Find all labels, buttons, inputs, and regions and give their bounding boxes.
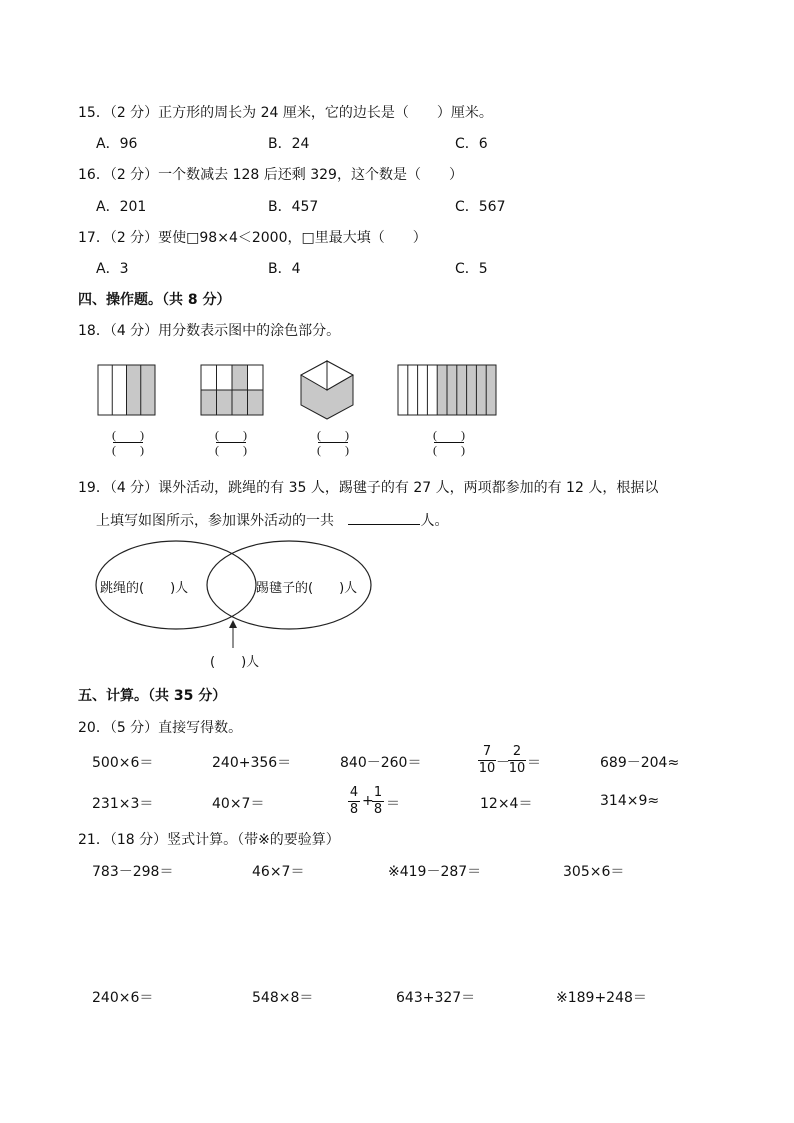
denominator: 8	[349, 802, 359, 817]
question-17-option-c: C．5	[455, 261, 488, 277]
question-17-stem: 17．（2 分）要使□98×4＜2000，□里最大填（ ）	[78, 230, 427, 246]
fraction-denominator: ( )	[317, 443, 349, 457]
answer-fraction-2[interactable]	[215, 429, 247, 456]
fraction-2-10	[508, 745, 526, 776]
numerator: 7	[482, 744, 492, 759]
fraction-numerator: ( )	[215, 428, 247, 442]
question-16-option-b: B．457	[268, 199, 319, 215]
section-4-title: 四、操作题。（共 8 分）	[78, 292, 231, 308]
question-19-text-b: 人。	[420, 513, 449, 529]
calc-240plus356: 240+356＝	[212, 755, 292, 771]
question-17-option-b: B．4	[268, 261, 301, 277]
calc-231x3: 231×3＝	[92, 796, 154, 812]
fraction-7-10	[478, 745, 496, 776]
calc-46x7: 46×7＝	[252, 864, 305, 880]
fraction-denominator: ( )	[215, 443, 247, 457]
fraction-denominator: ( )	[112, 443, 144, 457]
question-16-option-a: A．201	[96, 199, 147, 215]
calc-314x9: 314×9≈	[600, 793, 660, 809]
answer-fraction-1[interactable]	[112, 429, 144, 456]
figure-4-rectangle	[398, 365, 496, 415]
question-15-option-a: A．96	[96, 136, 138, 152]
plus-sign: +	[362, 793, 374, 809]
denominator: 10	[478, 761, 496, 776]
question-19-text-a: 上填写如图所示，参加课外活动的一共	[96, 513, 334, 529]
equals-sign: ＝	[386, 796, 400, 812]
answer-fraction-3[interactable]	[317, 429, 349, 456]
section-5-title: 五、计算。（共 35 分）	[78, 688, 227, 704]
calc-12x4: 12×4＝	[480, 796, 533, 812]
calc-305x6: 305×6＝	[563, 864, 625, 880]
calc-840minus260: 840－260＝	[340, 755, 422, 771]
question-20-stem: 20．（5 分）直接写得数。	[78, 720, 243, 736]
denominator: 10	[508, 761, 526, 776]
question-15-stem: 15．（2 分）正方形的周长为 24 厘米，它的边长是（ ）厘米。	[78, 105, 493, 121]
answer-fraction-4[interactable]	[433, 429, 465, 456]
calc-419minus287: ※419－287＝	[388, 864, 482, 880]
question-17-option-a: A．3	[96, 261, 129, 277]
calc-783minus298: 783－298＝	[92, 864, 174, 880]
calc-240x6: 240×6＝	[92, 990, 154, 1006]
venn-left-label: 跳绳的( )人	[100, 581, 189, 596]
fraction-1-8	[372, 786, 384, 817]
venn-right-label: 踢毽子的( )人	[256, 581, 358, 596]
calc-689minus204: 689－204≈	[600, 755, 680, 771]
numerator: 1	[373, 785, 383, 800]
figure-3-hexagon	[301, 361, 353, 419]
question-15-option-c: C．6	[455, 136, 488, 152]
fraction-numerator: ( )	[433, 428, 465, 442]
figure-1-rectangle	[98, 365, 155, 415]
question-15-option-b: B．24	[268, 136, 310, 152]
denominator: 8	[373, 802, 383, 817]
question-19-line-2	[96, 510, 448, 530]
answer-blank[interactable]	[348, 512, 420, 525]
fraction-denominator: ( )	[433, 443, 465, 457]
numerator: 4	[349, 785, 359, 800]
calc-189plus248: ※189+248＝	[556, 990, 647, 1006]
question-18-stem: 18．（4 分）用分数表示图中的涂色部分。	[78, 323, 341, 339]
question-16-option-c: C．567	[455, 199, 506, 215]
venn-arrow-head	[229, 620, 237, 628]
equals-sign: ＝	[527, 755, 541, 771]
calc-643plus327: 643+327＝	[396, 990, 476, 1006]
calc-500x6: 500×6＝	[92, 755, 154, 771]
numerator: 2	[512, 744, 522, 759]
figure-2-grid	[201, 365, 263, 415]
calc-40x7: 40×7＝	[212, 796, 265, 812]
question-21-stem: 21．（18 分）竖式计算。（带※的要验算）	[78, 832, 340, 848]
question-16-stem: 16．（2 分）一个数减去 128 后还剩 329，这个数是（ ）	[78, 167, 463, 183]
question-19-line-1: 19．（4 分）课外活动，跳绳的有 35 人，踢毽子的有 27 人，两项都参加的有 12 人，根据以	[78, 480, 659, 496]
minus-sign: －	[496, 755, 510, 771]
fraction-numerator: ( )	[317, 428, 349, 442]
calc-548x8: 548×8＝	[252, 990, 314, 1006]
fraction-numerator: ( )	[112, 428, 144, 442]
fraction-4-8	[348, 786, 360, 817]
venn-bottom-label: ( )人	[210, 655, 260, 670]
